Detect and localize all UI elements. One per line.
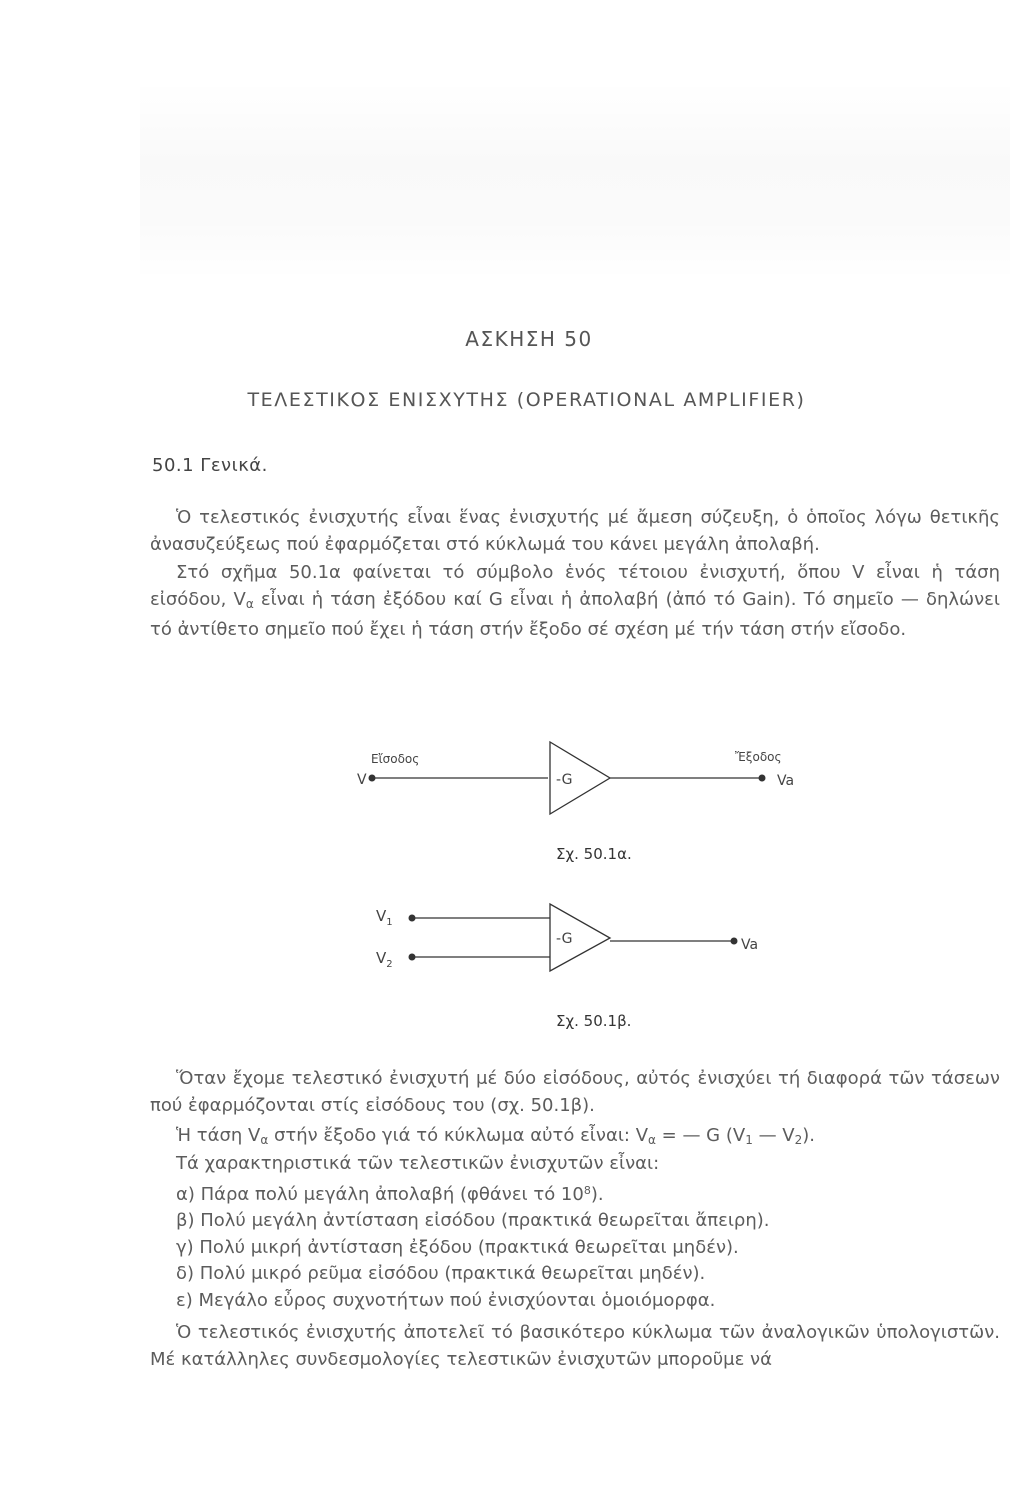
- list-item: γ) Πολύ μικρή ἀντίσταση ἐξόδου (πρακτικά θεωρεῖται μηδέν).: [176, 1236, 739, 1258]
- output-label: Ἔξοδος: [735, 750, 782, 764]
- paragraph-intro: Ὁ τελεστικός ἐνισχυτής εἶναι ἕνας ἐνισχυτής μέ ἄμεση σύζευξη, ὁ ὁποῖος λόγω θετικῆς ἀνασυζεύξεως πού ἐφαρμόζεται στό κύκλωμά του κάνει μεγάλη ἀπολαβή.: [150, 507, 1000, 555]
- input2-terminal: [409, 954, 416, 961]
- output-terminal: [759, 775, 766, 782]
- gain-label-b: -G: [556, 931, 573, 947]
- section-heading: 50.1 Γενικά.: [152, 455, 268, 476]
- paragraph-analog-computers: Ὁ τελεστικός ἐνισχυτής ἀποτελεῖ τό βασικότερο κύκλωμα τῶν ἀναλογικῶν ὑπολογιστῶν. Μέ κατάλληλες συνδεσμολογίες τελεστικῶν ἐνισχυτῶν μποροῦμε νά: [150, 1322, 1000, 1370]
- input2-symbol: $V_2$: [376, 949, 393, 970]
- input1-terminal: [409, 915, 416, 922]
- exercise-number: ΑΣΚΗΣΗ 50: [465, 327, 593, 351]
- paragraph-output-formula: Ἡ τάση $V_\alpha$ στήν ἔξοδο γιά τό κύκλωμα αὐτό εἶναι: $V_\alpha$ = — G ($V_1$ — $V_2$).: [176, 1125, 815, 1147]
- page-title: ΤΕΛΕΣΤΙΚΟΣ ΕΝΙΣΧΥΤΗΣ (OPERATIONAL AMPLIFIER): [247, 389, 806, 411]
- input1-symbol: $V_1$: [376, 907, 393, 928]
- output-terminal-b: [731, 938, 738, 945]
- output-symbol: Va: [777, 773, 795, 789]
- figure-a-group: [372, 742, 762, 814]
- paragraph-figure-a: Στό σχῆμα 50.1α φαίνεται τό σύμβολο ἑνός τέτοιου ἐνισχυτή, ὅπου V εἶναι ἡ τάση εἰσόδου, $V_\alpha$ εἶναι ἡ τάση ἐξόδου καί G εἶναι ἡ ἀπολαβή (ἀπό τό Gain). Τό σημεῖο — δηλώνει τό ἀντίθετο σημεῖο πού ἔχει ἡ τάση στήν ἔξοδο σέ σχέση μέ τήν τάση στήν εἴσοδο.: [150, 562, 1000, 640]
- input-label: Εἴσοδος: [371, 752, 420, 766]
- characteristics-list: [150, 1151, 1000, 1314]
- scan-shadow: [140, 80, 1010, 280]
- list-item: ε) Μεγάλο εὖρος συχνοτήτων πού ἐνισχύονται ὁμοιόμορφα.: [176, 1289, 716, 1311]
- figure-b-caption: Σχ. 50.1β.: [556, 1012, 632, 1030]
- list-item: Τά χαρακτηριστικά τῶν τελεστικῶν ἐνισχυτῶν εἶναι:: [176, 1153, 660, 1174]
- list-item: δ) Πολύ μικρό ρεῦμα εἰσόδου (πρακτικά θεωρεῖται μηδέν).: [176, 1263, 706, 1284]
- list-item: α) Πάρα πολύ μεγάλη ἀπολαβή (φθάνει τό $10^8$).: [176, 1183, 604, 1205]
- input-terminal: [369, 775, 376, 782]
- amplifier-triangle-b: [550, 904, 610, 971]
- amplifier-triangle: [550, 742, 610, 814]
- figure-a-caption: Σχ. 50.1α.: [556, 845, 632, 863]
- gain-label: -G: [556, 772, 573, 788]
- input-symbol: V: [357, 772, 367, 788]
- paragraph-two-inputs: Ὅταν ἔχομε τελεστικό ἐνισχυτή μέ δύο εἰσόδους, αὐτός ἐνισχύει τή διαφορά τῶν τάσεων πού ἐφαρμόζονται στίς εἰσόδους του (σχ. 50.1β).: [150, 1068, 1000, 1116]
- output-symbol-b: Va: [741, 937, 759, 953]
- list-item: β) Πολύ μεγάλη ἀντίσταση εἰσόδου (πρακτικά θεωρεῖται ἄπειρη).: [176, 1210, 770, 1231]
